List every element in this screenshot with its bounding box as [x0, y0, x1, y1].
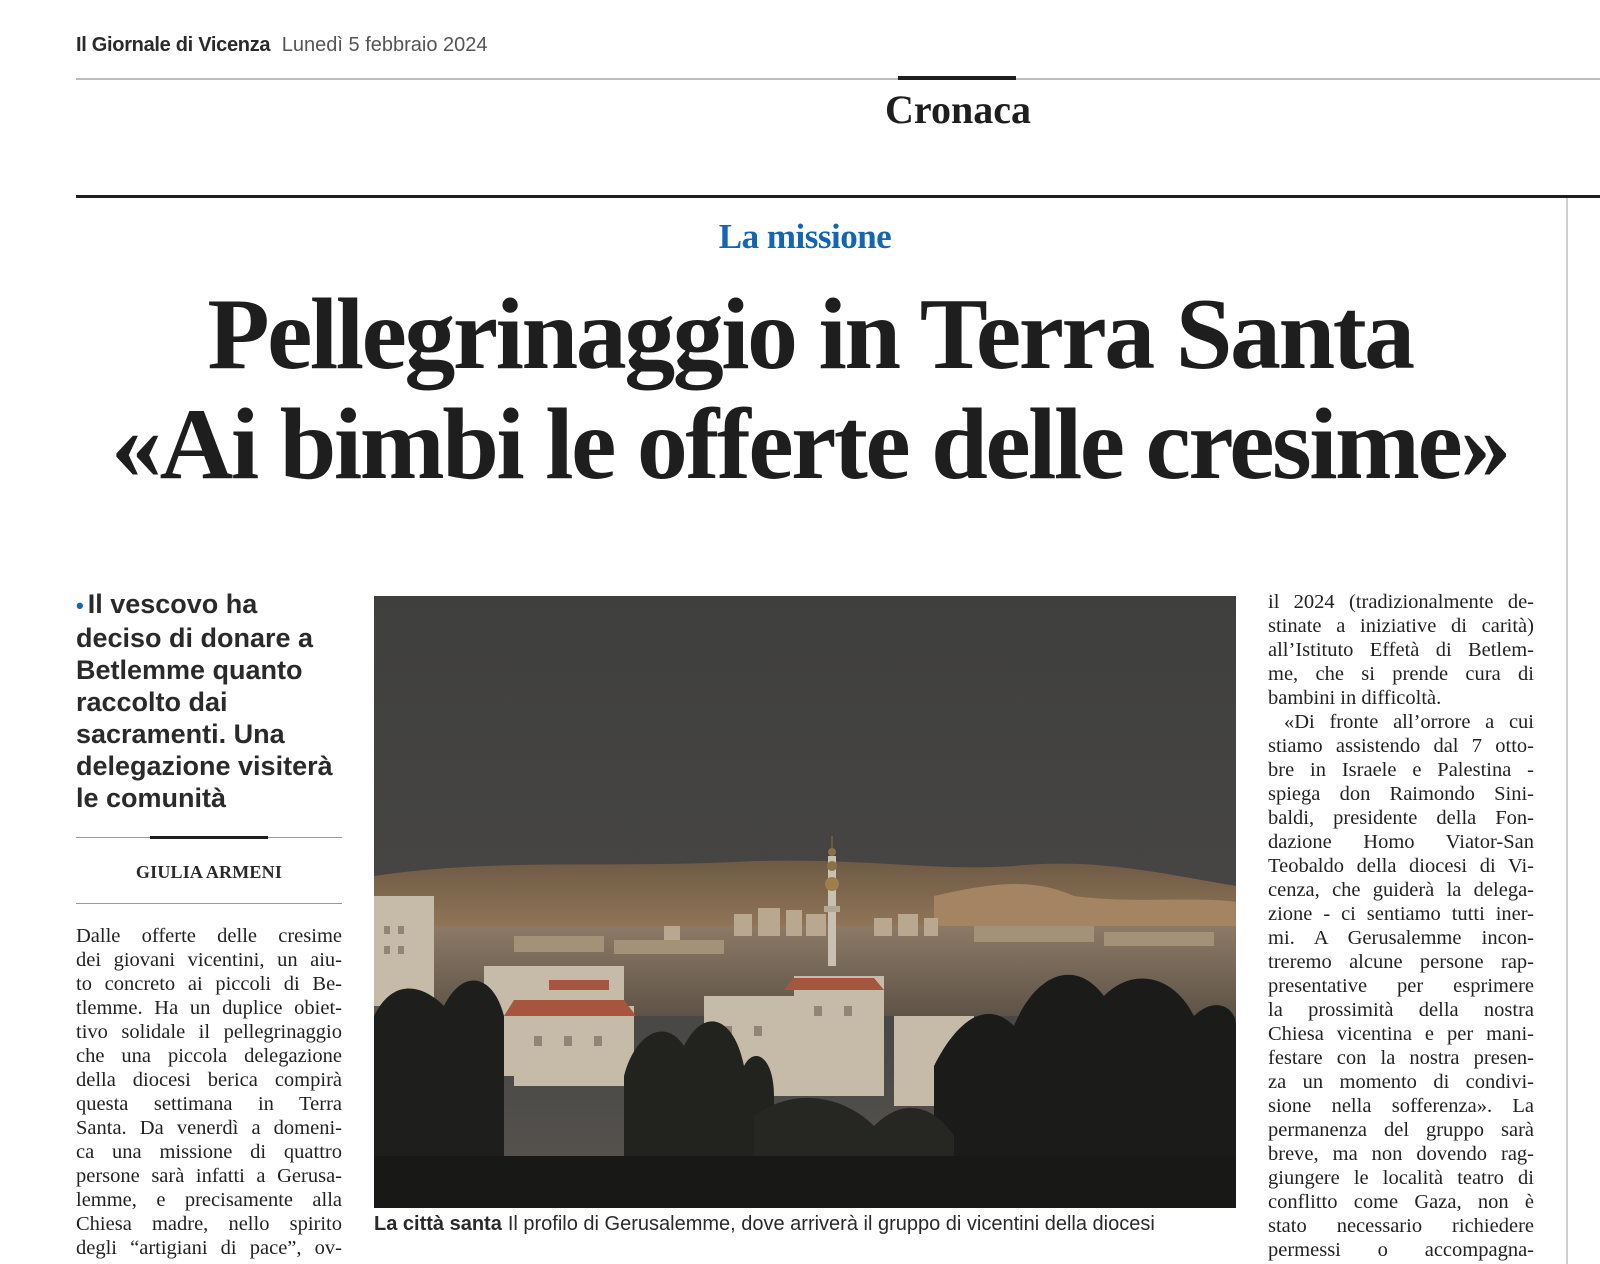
article-line: baldi, presidente della Fon- — [1268, 807, 1534, 829]
article-line: bambini in difficoltà. — [1268, 687, 1442, 709]
article-line: il 2024 (tradizionalmente de- — [1268, 591, 1534, 613]
article-column-2 — [1268, 590, 1534, 1262]
issue-date: Lunedì 5 febbraio 2024 — [281, 34, 488, 56]
photo-caption — [374, 1213, 1244, 1236]
article-line: permessi o accompagna- — [1268, 1239, 1534, 1261]
byline: GIULIA ARMENI — [135, 862, 283, 882]
article-line: giungere le località teatro di — [1268, 1167, 1534, 1189]
headline-line-2: «Ai bimbi le offerte delle cresime» — [111, 388, 1509, 501]
newspaper-name: Il Giornale di Vicenza — [76, 34, 271, 56]
article-line: presentative per esprimere — [1268, 975, 1534, 997]
article-line: dazione Homo Viator-San — [1268, 831, 1534, 853]
article-line: mi. A Gerusalemme incon- — [1268, 927, 1534, 949]
article-line: zione - ci sentiamo tutti iner- — [1268, 903, 1534, 925]
article-line: stinate a iniziative di carità) — [1268, 615, 1534, 637]
masthead — [76, 34, 488, 57]
article-line: «Di fronte all’orrore a cui — [1284, 711, 1534, 733]
article-line: breve, ma non dovendo rag- — [1268, 1143, 1534, 1165]
article-line: Chiesa madre, nello spirito — [76, 1213, 342, 1235]
article-column-1 — [76, 924, 342, 1260]
article-line: permanenza del gruppo sarà — [1268, 1119, 1534, 1141]
article-line: tivo solidale il pellegrinaggio — [76, 1021, 342, 1043]
article-line: Teobaldo della diocesi di Vi- — [1268, 855, 1534, 877]
summary — [76, 588, 346, 814]
headline-line-1: Pellegrinaggio in Terra Santa — [207, 278, 1413, 391]
article-line: degli “artigiani di pace”, ov- — [76, 1237, 342, 1259]
article-line: festare con la nostra presen- — [1268, 1047, 1534, 1069]
jerusalem-photo — [374, 596, 1236, 1208]
article-line: conflitto come Gaza, non è — [1268, 1191, 1534, 1213]
article-line: della diocesi berica compirà — [76, 1069, 342, 1091]
article-line: persone sarà infatti a Gerusa- — [76, 1165, 342, 1187]
caption-title: La città santa — [374, 1213, 502, 1235]
article-line: Chiesa vicentina e per mani- — [1268, 1023, 1534, 1045]
article-line: cenza, che guiderà la delega- — [1268, 879, 1534, 901]
article-line: ca una missione di quattro — [76, 1141, 342, 1163]
caption-text: Il profilo di Gerusalemme, dove arriverà il gruppo di vicentini della diocesi — [507, 1213, 1155, 1235]
article-line: tlemme. Ha un duplice obiet- — [76, 997, 342, 1019]
article-line: sione nella sofferenza». La — [1268, 1095, 1534, 1117]
section-rule — [76, 195, 1600, 198]
summary-text: Il vescovo ha deciso di donare a Betlemme quanto raccolto dai sacramenti. Una delegazione visiterà le comunità — [76, 589, 333, 813]
article-line: za un momento di condivi- — [1268, 1071, 1534, 1093]
article-line: questa settimana in Terra — [76, 1093, 342, 1115]
top-rule-accent — [898, 76, 1016, 80]
byline-rule-bottom — [76, 903, 342, 904]
article-line: dei giovani vicentini, un aiu- — [76, 949, 342, 971]
article-line: Dalle offerte delle cresime — [76, 925, 342, 947]
article-line: to concreto ai piccoli di Be- — [76, 973, 342, 995]
section-title: Cronaca — [885, 87, 1031, 132]
top-rule — [76, 78, 1600, 80]
article-line: la prossimità della nostra — [1268, 999, 1534, 1021]
article-line: treremo alcune persone rap- — [1268, 951, 1534, 973]
article-line: spiega don Raimondo Sini- — [1268, 783, 1534, 805]
article-line: lemme, e precisamente alla — [76, 1189, 342, 1211]
headline — [40, 280, 1580, 500]
article-line: all’Istituto Effetà di Betlem- — [1268, 639, 1534, 661]
bullet-icon: • — [76, 593, 84, 618]
article-line: Santa. Da venerdì a domeni- — [76, 1117, 342, 1139]
kicker: La missione — [718, 217, 892, 256]
byline-rule-accent — [150, 836, 268, 839]
article-line: stato necessario richiedere — [1268, 1215, 1534, 1237]
article-line: che una piccola delegazione — [76, 1045, 342, 1067]
article-line: stiamo assistendo dal 7 otto- — [1268, 735, 1534, 757]
article-line: bre in Israele e Palestina - — [1268, 759, 1534, 781]
article-line: me, che si prende cura di — [1268, 663, 1534, 685]
